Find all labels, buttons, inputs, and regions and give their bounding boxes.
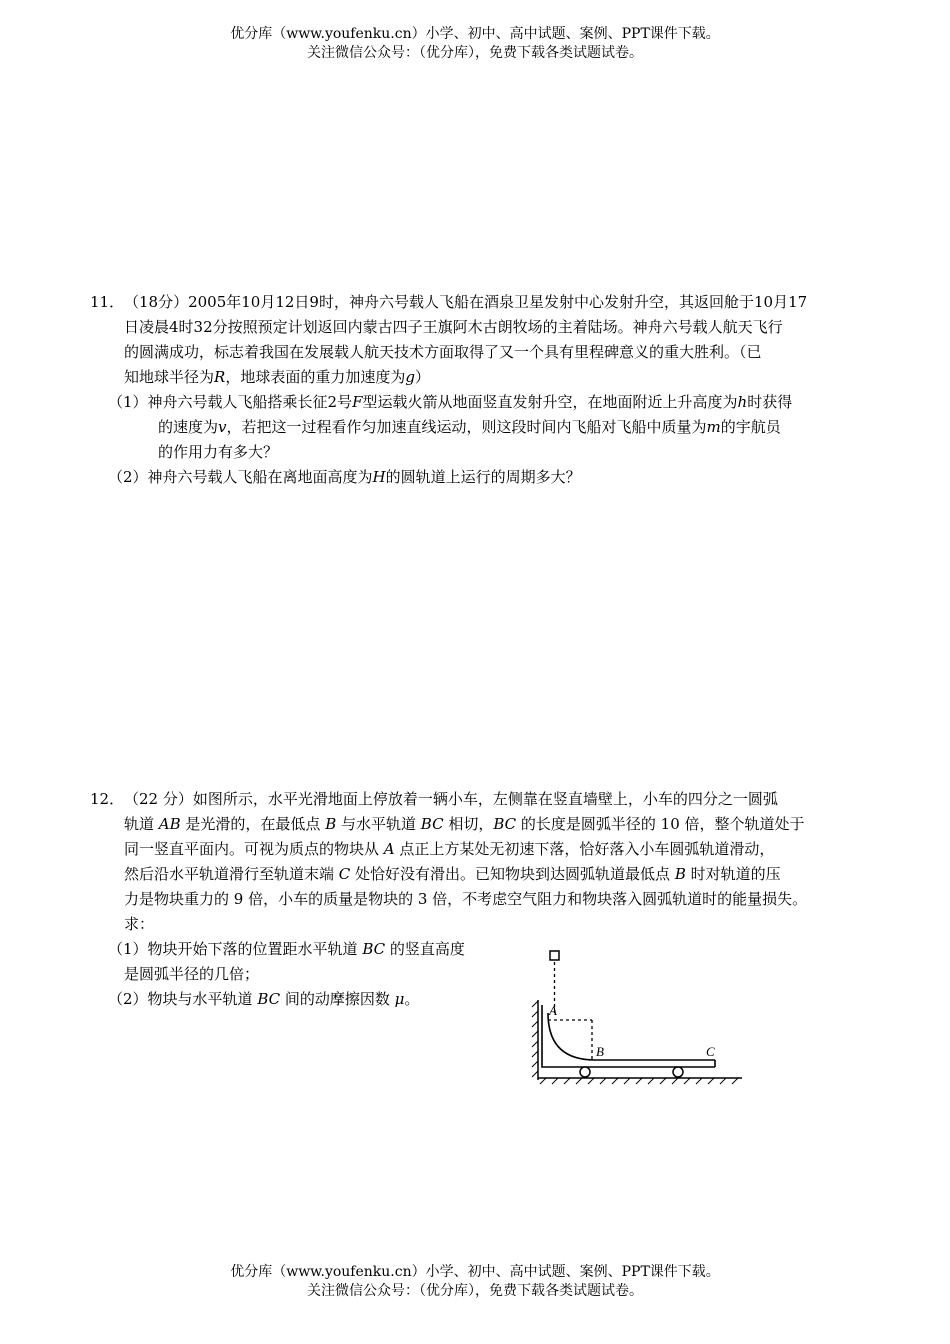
question-text-line: 然后沿水平轨道滑行至轨道末端 C 处恰好没有滑出。已知物块到达圆弧轨道最低点 B 时对轨道的压 [124,865,781,883]
question-text-line: 轨道 AB 是光滑的，在最低点 B 与水平轨道 BC 相切，BC 的长度是圆弧半径的 10 倍，整个轨道处于 [124,815,805,833]
sub-question-1: （1）物块开始下落的位置距水平轨道 BC 的竖直高度 [108,940,465,958]
cart-back [542,1005,715,1067]
label-C: C [706,1044,715,1059]
question-text-line: 求： [124,915,155,933]
question-text-line: 知地球半径为R，地球表面的重力加速度为g） [124,368,430,386]
question-text-line: 力是物块重力的 9 倍，小车的质量是物块的 3 倍，不考虑空气阻力和物块落入圆弧轨道时的能量损失。 [124,890,808,908]
header-line-1: 优分库（www.youfenku.cn）小学、初中、高中试题、案例、PPT课件下载。 [230,26,720,42]
question-text-line: 日凌晨4时32分按照预定计划返回内蒙古四子王旗阿木古朗牧场的主着陆场。神舟六号载人航天飞行 [124,318,783,336]
page-header [0,25,950,63]
header-line-2: 关注微信公众号：（优分库），免费下载各类试题试卷。 [307,45,643,61]
label-B: B [596,1044,604,1059]
question-12 [90,787,880,1012]
wall-hatching [532,1001,538,1077]
ground-hatching [540,1078,738,1084]
question-number: 12． [90,790,125,808]
falling-block [550,951,559,960]
sub-question-1-continued: 的作用力有多大？ [158,443,279,461]
sub-question-1-continued: 的速度为v，若把这一过程看作匀加速直线运动，则这段时间内飞船对飞船中质量为m的宇航员 [158,418,781,436]
sub-question-2: （2）神舟六号载人飞船在离地面高度为H的圆轨道上运行的周期多大？ [108,468,581,486]
question-text-line: （18分）2005年10月12日9时，神舟六号载人飞船在酒泉卫星发射中心发射升空，其返回舱于10月17 [124,293,808,311]
wheel-left [580,1067,590,1077]
question-11 [90,290,870,490]
question-number: 11． [90,293,125,311]
page-footer [0,1263,950,1301]
label-A: A [549,1003,557,1018]
sub-question-1: （1）神舟六号载人飞船搭乘长征2号F型运载火箭从地面竖直发射升空，在地面附近上升高度为h时获得 [108,393,793,411]
sub-question-2: （2）物块与水平轨道 BC 间的动摩擦因数 μ。 [108,990,420,1008]
cart-track-figure [530,945,745,1085]
question-text-line: 同一竖直平面内。可视为质点的物块从 A 点正上方某处无初速下落，恰好落入小车圆弧轨道滑动， [124,840,775,858]
question-text-line: 的圆满成功，标志着我国在发展载人航天技术方面取得了又一个具有里程碑意义的重大胜利。（已 [124,343,762,361]
footer-line-1: 优分库（www.youfenku.cn）小学、初中、高中试题、案例、PPT课件下载。 [230,1264,720,1280]
wheel-right [673,1067,683,1077]
footer-line-2: 关注微信公众号：（优分库），免费下载各类试题试卷。 [307,1283,643,1299]
question-text-line: （22 分）如图所示，水平光滑地面上停放着一辆小车，左侧靠在竖直墙壁上，小车的四分之一圆弧 [124,790,778,808]
sub-question-1-continued: 是圆弧半径的几倍； [124,965,260,983]
